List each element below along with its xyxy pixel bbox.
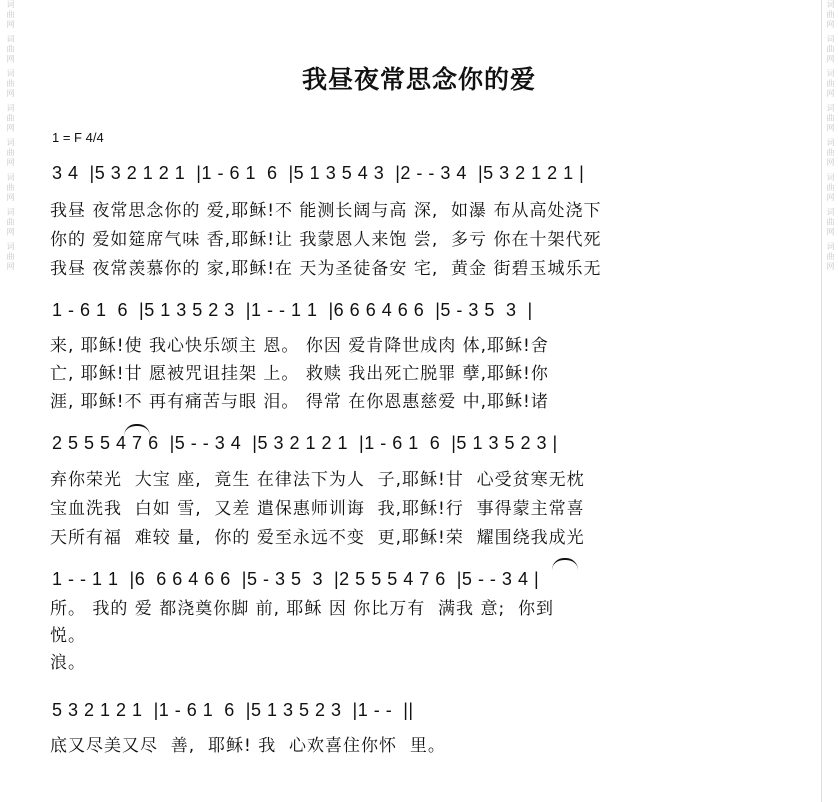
lyric-line-2-verse-1: 来, 耶稣!使 我心快乐颂主 恩。 你因 爱肯降世成肉 体,耶稣!舍 bbox=[50, 336, 549, 356]
lyric-line-4-verse-3: 浪。 bbox=[50, 653, 86, 673]
notation-line-1: 3 4 |5 3 2 1 2 1 |1 - 6 1 6 |5 1 3 5 4 3 |2 - - 3 4 |5 3 2 1 2 1 | bbox=[52, 163, 585, 183]
lyric-line-3-verse-2: 宝血洗我 白如 雪, 又差 遣保惠师训诲 我,耶稣!行 事得蒙主常喜 bbox=[50, 499, 585, 519]
watermark-left: 词曲网 词曲网 词曲网 词曲网 词曲网 词曲网 词曲网 词曲网 bbox=[6, 0, 15, 272]
lyric-line-1-verse-1: 我昼 夜常思念你的 爱,耶稣!不 能测长阔与高 深, 如瀑 布从高处浇下 bbox=[50, 201, 602, 221]
notation-line-3: 2 5 5 5 4 7 6 |5 - - 3 4 |5 3 2 1 2 1 |1 - 6 1 6 |5 1 3 5 2 3 | bbox=[52, 433, 558, 453]
lyric-line-2-verse-2: 亡, 耶稣!甘 愿被咒诅挂架 上。 救赎 我出死亡脱罪 孽,耶稣!你 bbox=[50, 364, 549, 384]
song-title: 我昼夜常思念你的爱 bbox=[301, 65, 536, 94]
lyric-line-2-verse-3: 涯, 耶稣!不 再有痛苦与眼 泪。 得常 在你恩惠慈爱 中,耶稣!诸 bbox=[50, 392, 549, 412]
lyric-line-4-verse-1: 所。 我的 爱 都浇奠你脚 前, 耶稣 因 你比万有 满我 意; 你到 bbox=[50, 599, 554, 619]
notation-line-2: 1 - 6 1 6 |5 1 3 5 2 3 |1 - - 1 1 |6 6 6 4 6 6 |5 - 3 5 3 | bbox=[52, 300, 533, 320]
notation-line-5: 5 3 2 1 2 1 |1 - 6 1 6 |5 1 3 5 2 3 |1 - - || bbox=[52, 700, 414, 720]
notation-line-4: 1 - - 1 1 |6 6 6 4 6 6 |5 - 3 5 3 |2 5 5 5 4 7 6 |5 - - 3 4 | bbox=[52, 569, 540, 589]
lyric-line-4-verse-2: 悦。 bbox=[50, 626, 86, 646]
lyric-line-1-verse-3: 我昼 夜常羡慕你的 家,耶稣!在 天为圣徒备安 宅, 黄金 街碧玉城乐无 bbox=[50, 259, 602, 279]
lyric-line-3-verse-3: 天所有福 难较 量, 你的 爱至永远不变 更,耶稣!荣 耀围绕我成光 bbox=[50, 528, 585, 548]
lyric-line-5-verse-1: 底又尽美又尽 善, 耶稣! 我 心欢喜住你怀 里。 bbox=[50, 736, 446, 756]
lyric-line-3-verse-1: 弃你荣光 大宝 座, 竟生 在律法下为人 子,耶稣!甘 心受贫寒无枕 bbox=[50, 470, 585, 490]
key-signature: 1 = F 4/4 bbox=[52, 130, 104, 145]
lyric-line-1-verse-2: 你的 爱如筵席气味 香,耶稣!让 我蒙恩人来饱 尝, 多亏 你在十架代死 bbox=[50, 230, 602, 250]
watermark-right: 词曲网 词曲网 词曲网 词曲网 词曲网 词曲网 词曲网 词曲网 bbox=[821, 0, 836, 802]
